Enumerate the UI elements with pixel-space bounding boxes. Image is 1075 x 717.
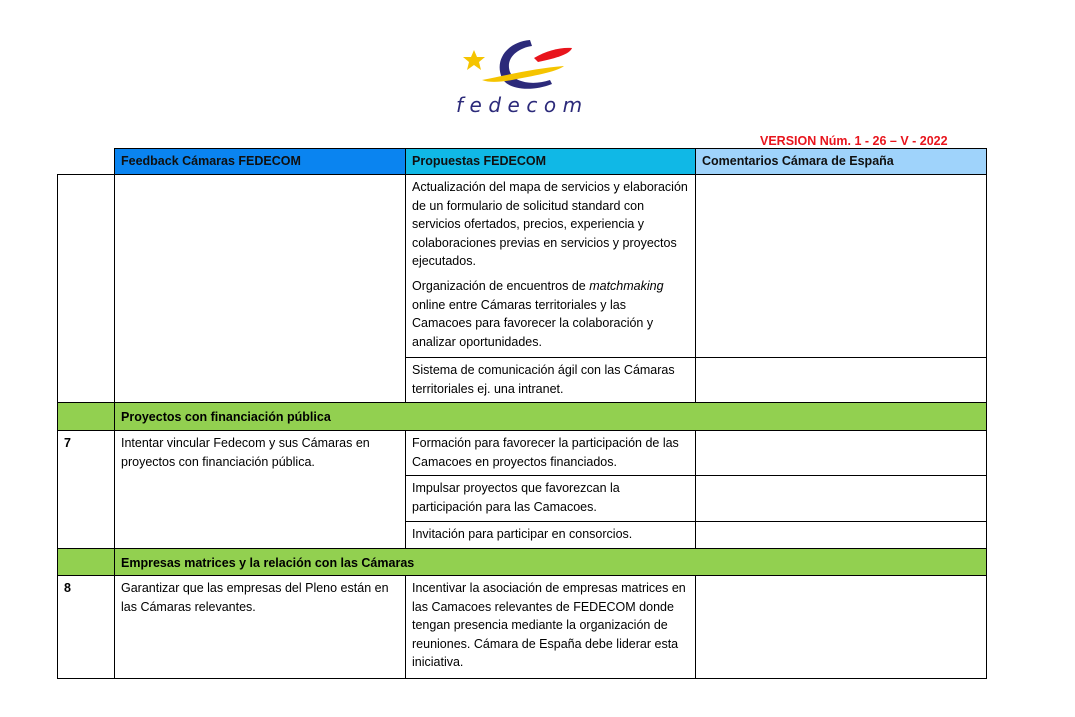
proposal-text: Sistema de comunicación ágil con las Cámaras territoriales ej. una intranet. [412, 363, 675, 396]
proposal-cell: Formación para favorecer la participación de las Camacoes en proyectos financiados. [405, 430, 696, 476]
proposal-cell [405, 357, 696, 403]
section-title: Empresas matrices y la relación con las Cámaras [114, 548, 987, 576]
comment-cell [695, 174, 987, 358]
row-number: 8 [57, 575, 115, 679]
header-comments: Comentarios Cámara de España [695, 148, 987, 175]
proposal-cell: Invitación para participar en consorcios. [405, 521, 696, 549]
comment-cell [695, 475, 987, 522]
feedback-cell: Garantizar que las empresas del Pleno están en las Cámaras relevantes. [114, 575, 406, 679]
header-feedback: Feedback Cámaras FEDECOM [114, 148, 406, 175]
comment-cell [695, 575, 987, 679]
section-number-cell [57, 548, 115, 576]
proposal-cell [405, 174, 696, 358]
header-proposals: Propuestas FEDECOM [405, 148, 696, 175]
comment-cell [695, 430, 987, 476]
proposal-cell: Incentivar la asociación de empresas matrices en las Camacoes relevantes de FEDECOM donde tengan presencia mediante la organización de reuniones. Cámara de España debe liderar esta iniciativa. [405, 575, 696, 679]
section-title: Proyectos con financiación pública [114, 402, 987, 431]
logo-text: fedecom [456, 93, 589, 117]
comment-cell [695, 521, 987, 549]
row-number: 7 [57, 430, 115, 549]
version-label: VERSION Núm. 1 - 26 – V - 2022 [760, 134, 948, 148]
italic-term: matchmaking [589, 278, 664, 293]
feedback-cell: Intentar vincular Fedecom y sus Cámaras en proyectos con financiación pública. [114, 430, 406, 549]
proposal-cell: Impulsar proyectos que favorezcan la participación para las Camacoes. [405, 475, 696, 522]
proposal-text: Actualización del mapa de servicios y elaboración de un formulario de solicitud standard con servicios ofertados, precios, experiencia y colaboraciones previas en servicios y proyectos ejecutados. [412, 180, 688, 269]
star-icon [463, 50, 485, 70]
row-number-cell [57, 174, 115, 403]
feedback-cell [114, 174, 406, 403]
proposal-text: Organización de encuentros de matchmaking online entre Cámaras territoriales y las Camacoes para favorecer la colaboración y analizar oportunidades. [412, 278, 664, 349]
section-number-cell [57, 402, 115, 431]
comment-cell [695, 357, 987, 403]
